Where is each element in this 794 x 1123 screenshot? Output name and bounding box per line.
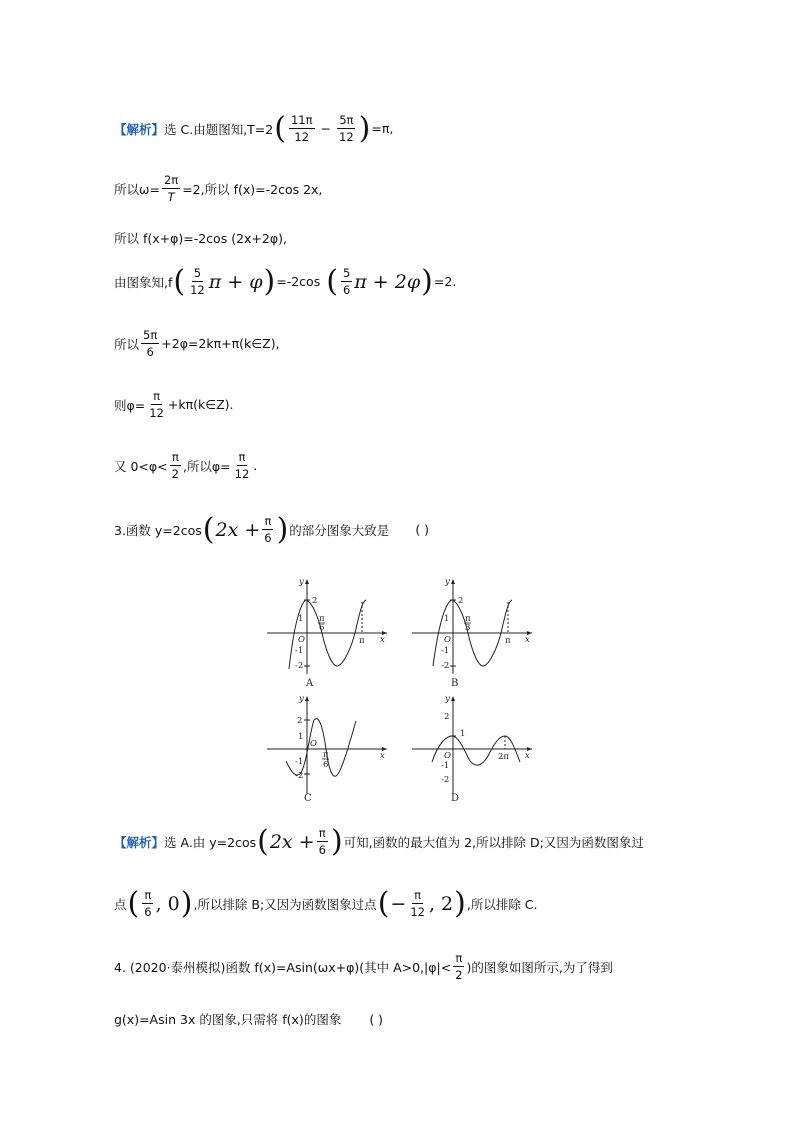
sol3-line1: [114, 823, 644, 859]
sol2-line6: [114, 389, 234, 421]
fraction: $\frac{\pi}{6}$: [144, 888, 152, 920]
sol2-line7: [114, 450, 257, 482]
fraction: $\frac{\pi}{12}$: [234, 450, 250, 482]
fraction: $\frac{2\pi}{T}$: [163, 173, 179, 205]
tick-label: -2: [295, 771, 304, 781]
analysis-tag: 【解析】: [114, 121, 165, 137]
option-label: A: [306, 678, 314, 689]
tick-label: -1: [441, 761, 450, 771]
text: =2.: [433, 274, 457, 290]
text: .: [253, 458, 258, 474]
axis-label: x: [380, 635, 385, 645]
tick-label: -2: [295, 661, 304, 671]
tick-label: 1: [298, 732, 304, 742]
math-term: π + 2φ: [354, 270, 421, 293]
fraction: $\frac{5\pi}{6}$: [143, 328, 158, 360]
left-paren: (: [202, 511, 215, 547]
option-graphs: [262, 576, 537, 808]
origin-label: O: [298, 635, 305, 645]
right-paren: ): [276, 511, 289, 547]
text: )的图象如图所示,为了得到: [466, 959, 613, 975]
math-term: π + φ: [208, 270, 263, 293]
fraction: $\frac{5\pi}{12}$: [339, 113, 354, 145]
axis-label: y: [299, 694, 304, 704]
tick-label: -1: [295, 646, 304, 656]
axis-label: y: [445, 694, 450, 704]
question-4-line2: [114, 1010, 383, 1028]
tick-label: 1: [460, 729, 466, 739]
tick-label: 1: [298, 614, 304, 624]
sol2-line2: [114, 173, 322, 205]
left-paren: (: [257, 823, 269, 859]
graph-c-curve: [286, 719, 356, 777]
origin-label: O: [444, 751, 451, 761]
tick-label: -1: [295, 757, 304, 767]
text: =π,: [371, 121, 394, 137]
tick-label: π: [323, 750, 329, 760]
text: 的部分图象大致是: [289, 522, 390, 538]
analysis-tag: 【解析】: [114, 834, 165, 850]
text: 选 C.由题图知,T=2: [164, 121, 274, 137]
sol2-line4: [114, 263, 457, 299]
text: 点: [114, 896, 127, 912]
origin-label: O: [444, 635, 451, 645]
question-3: [114, 511, 430, 547]
question-4-line1: [114, 951, 613, 983]
fraction: $\frac{\pi}{2}$: [455, 951, 463, 983]
fraction: $\frac{5}{12}$: [190, 266, 205, 298]
text: 所以 f(x+φ)=-2cos (2x+2φ),: [114, 231, 287, 246]
answer-blank: ( ): [415, 522, 430, 538]
tick-label: 2: [458, 596, 464, 606]
tick-label: 3: [465, 623, 471, 633]
left-paren: (: [326, 263, 338, 299]
option-label: C: [304, 793, 312, 804]
axis-label: x: [525, 635, 530, 645]
text: ,所以排除 B;又因为函数图象过点: [193, 896, 377, 912]
tick-label: -2: [441, 661, 450, 671]
right-paren: ): [358, 110, 371, 146]
tick-label: π: [359, 636, 365, 646]
text: 由图象知,f: [114, 274, 173, 290]
text: =-2cos: [276, 274, 321, 290]
fraction: $\frac{11\pi}{12}$: [290, 113, 313, 145]
math-term: 2x +: [215, 518, 261, 541]
tick-label: 2π: [498, 752, 509, 762]
text: g(x)=Asin 3x 的图象,只需将 f(x)的图象: [114, 1012, 342, 1027]
left-paren: (: [377, 885, 390, 921]
option-label: B: [451, 678, 459, 689]
axis-label: x: [380, 751, 385, 761]
tick-label: 2: [444, 712, 450, 722]
left-paren: (: [173, 263, 186, 299]
text: +kπ(k∈Z).: [167, 397, 234, 413]
right-paren: ): [263, 263, 276, 299]
text: +2φ=2kπ+π(k∈Z),: [161, 336, 280, 352]
sol2-line5: [114, 328, 280, 360]
option-label: D: [451, 793, 460, 804]
fraction: $\frac{5}{6}$: [342, 266, 351, 298]
text: ,所以排除 C.: [466, 896, 538, 912]
tick-label: π: [505, 636, 511, 646]
fraction: $\frac{\pi}{6}$: [264, 514, 272, 546]
right-paren: ): [454, 885, 466, 921]
tick-label: 2: [297, 716, 303, 726]
text: 选 A.由 y=2cos: [164, 834, 257, 850]
tick-label: 2: [312, 596, 318, 606]
right-paren: ): [330, 823, 343, 859]
text: =2,所以 f(x)=-2cos 2x,: [182, 181, 323, 197]
sol3-line2: [114, 885, 538, 921]
fraction: $\frac{\pi}{12}$: [410, 888, 425, 920]
text: 又 0<φ<: [114, 458, 168, 474]
sol2-line3: [114, 229, 287, 247]
text: 4. (2020·泰州模拟)函数 f(x)=Asin(ωx+φ)(其中 A>0,|φ|<: [114, 959, 452, 975]
sol2-line1: [114, 110, 394, 146]
fraction: $\frac{\pi}{12}$: [149, 389, 164, 421]
math-term: 2x +: [269, 830, 315, 853]
tick-label: 1: [444, 614, 450, 624]
axis-label: y: [445, 577, 450, 587]
origin-label: O: [310, 739, 317, 749]
right-paren: ): [180, 885, 193, 921]
math-term: , 2: [428, 892, 454, 915]
answer-blank: ( ): [369, 1011, 384, 1027]
math-term: , 0: [155, 892, 180, 915]
text: 可知,函数的最大值为 2,所以排除 D;又因为函数图象过: [343, 834, 644, 850]
axis-label: y: [299, 577, 304, 587]
axis-label: x: [525, 751, 530, 761]
text: 则φ=: [114, 397, 146, 413]
tick-label: -1: [441, 646, 450, 656]
text: 所以ω=: [114, 181, 160, 197]
tick-label: π: [319, 614, 325, 624]
text: ,所以φ=: [182, 458, 231, 474]
minus-sign: −: [390, 892, 407, 915]
text: 3.函数 y=2cos: [114, 522, 202, 538]
right-paren: ): [421, 263, 433, 299]
left-paren: (: [274, 110, 286, 146]
tick-label: π: [465, 614, 471, 624]
tick-label: 6: [323, 760, 329, 770]
tick-label: 6: [319, 623, 325, 633]
text: 所以: [114, 336, 140, 352]
fraction: $\frac{\pi}{2}$: [171, 450, 179, 482]
fraction: $\frac{\pi}{6}$: [318, 826, 326, 858]
tick-label: -2: [441, 775, 450, 785]
minus-sign: −: [320, 121, 331, 137]
left-paren: (: [127, 885, 140, 921]
